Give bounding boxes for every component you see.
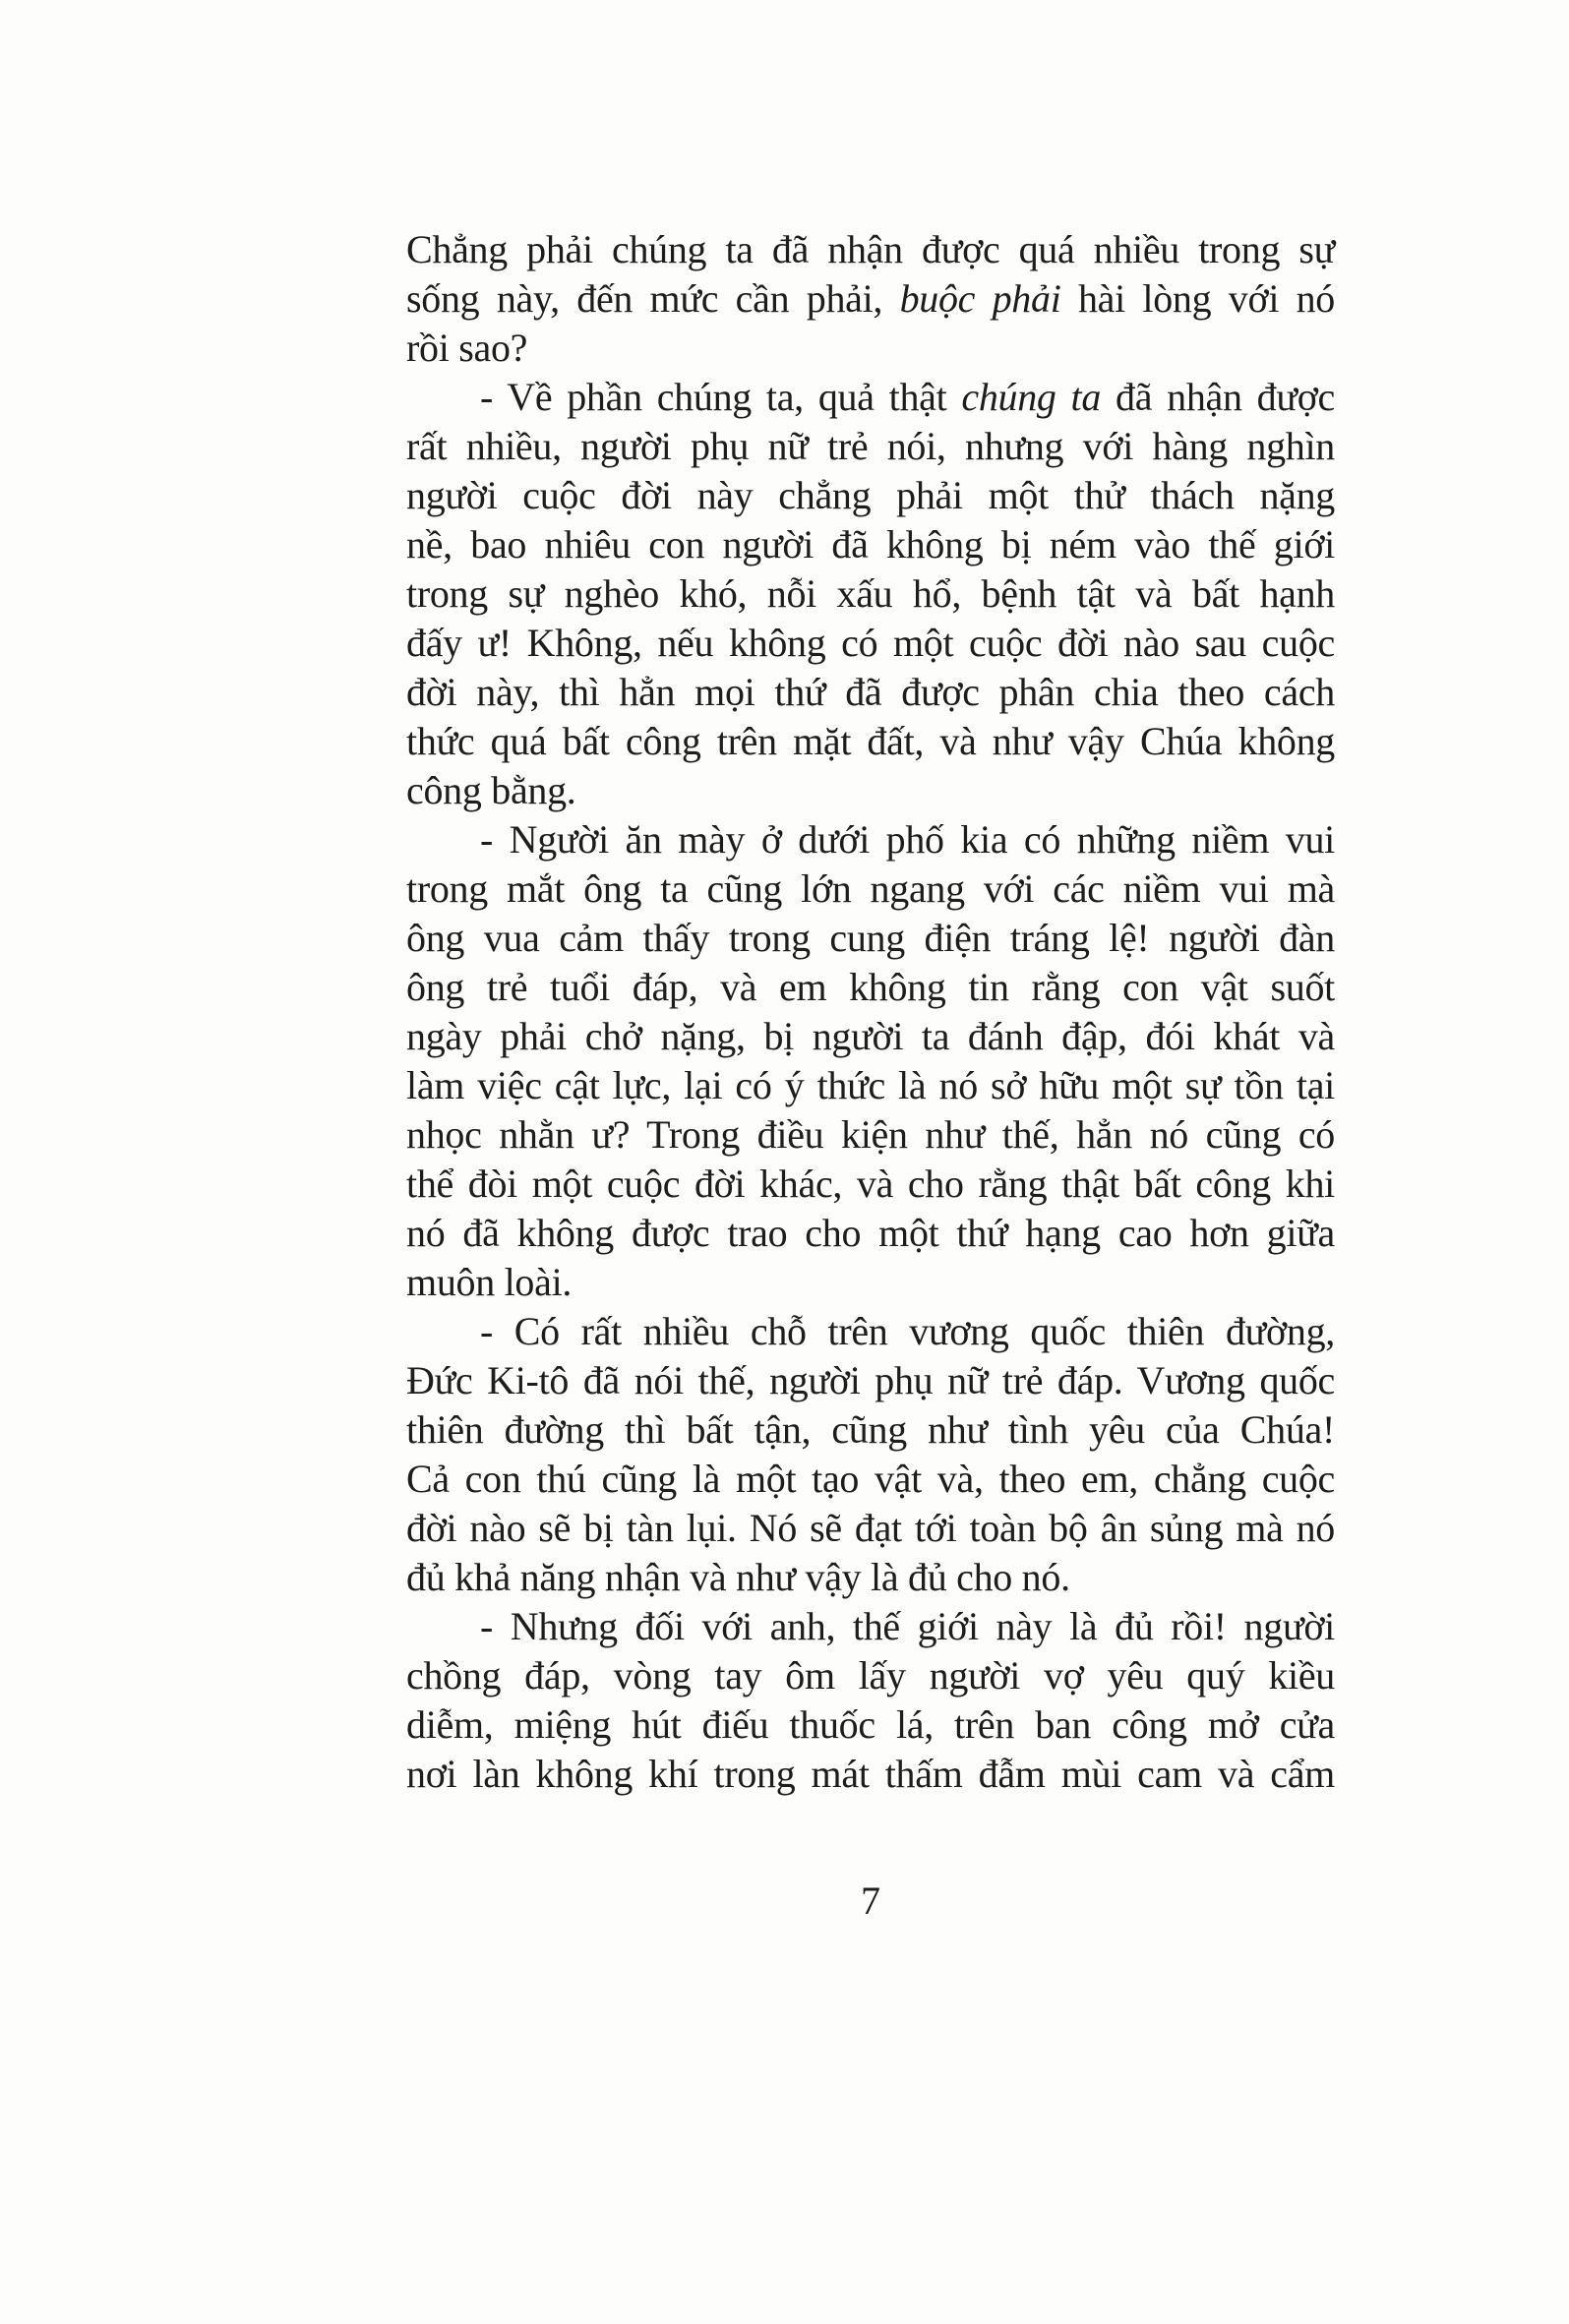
text-segment: Cả con thú cũng là một tạo vật và, theo em, chẳng cuộc [406,1457,1335,1501]
text-line [406,520,1335,569]
text-segment: người cuộc đời này chẳng phải một thử thách nặng [406,473,1335,517]
text-segment: muôn loài. [406,1260,573,1304]
text-segment: trong mắt ông ta cũng lớn ngang với các niềm vui mà [406,866,1335,911]
text-line [406,1602,1335,1651]
text-line [406,274,1335,324]
text-line [406,1750,1335,1799]
text-segment: nơi làn không khí trong mát thấm đẫm mùi cam và cẩm [406,1752,1335,1796]
text-segment: rồi sao? [406,326,528,370]
text-line [406,1307,1335,1356]
text-line [406,569,1335,619]
text-segment: đủ khả năng nhận và như vậy là đủ cho nó. [406,1555,1070,1599]
text-line [406,864,1335,914]
text-line [406,1209,1335,1258]
text-line [406,324,1335,373]
text-line [406,1061,1335,1110]
text-segment: nề, bao nhiêu con người đã không bị ném vào thế giới [406,522,1335,566]
text-line [406,373,1335,422]
text-line [406,471,1335,520]
text-line [406,766,1335,815]
text-segment: đời này, thì hẳn mọi thứ đã được phân chia theo cách [406,670,1335,714]
page-number: 7 [861,1878,880,1923]
page-text [406,225,1335,1799]
text-line [406,422,1335,471]
text-line [406,668,1335,717]
text-segment: đã nhận được [1101,375,1336,419]
text-line [406,1012,1335,1061]
text-segment: - Về phần chúng ta, quả thật [480,375,962,419]
text-line [406,1160,1335,1209]
text-segment: đời nào sẽ bị tàn lụi. Nó sẽ đạt tới toàn bộ ân sủng mà nó [406,1506,1335,1550]
text-segment: thể đòi một cuộc đời khác, và cho rằng thật bất công khi [406,1162,1335,1206]
text-segment: ông vua cảm thấy trong cung điện tráng lệ! người đàn [406,916,1335,960]
text-line [406,963,1335,1012]
text-segment: thức quá bất công trên mặt đất, và như vậy Chúa không [406,719,1335,763]
text-segment: công bằng. [406,768,576,812]
text-line [406,225,1335,274]
text-segment: Đức Ki-tô đã nói thế, người phụ nữ trẻ đáp. Vương quốc [406,1358,1335,1402]
text-segment: ngày phải chở nặng, bị người ta đánh đập, đói khát và [406,1014,1335,1058]
text-line [406,619,1335,668]
text-segment: nó đã không được trao cho một thứ hạng cao hơn giữa [406,1211,1335,1255]
italic-text-segment: chúng ta [961,375,1102,419]
text-segment: rất nhiều, người phụ nữ trẻ nói, nhưng với hàng nghìn [406,424,1335,468]
text-line [406,717,1335,766]
text-line [406,1356,1335,1405]
text-segment: hài lòng với nó [1060,276,1336,321]
text-segment: - Nhưng đối với anh, thế giới này là đủ rồi! người [480,1604,1335,1648]
text-line [406,1504,1335,1553]
text-line [406,1553,1335,1602]
text-line [406,1700,1335,1750]
text-line [406,1258,1335,1307]
text-line [406,815,1335,864]
text-segment: trong sự nghèo khó, nỗi xấu hổ, bệnh tật và bất hạnh [406,571,1335,616]
text-segment: thiên đường thì bất tận, cũng như tình yêu của Chúa! [406,1407,1335,1452]
text-segment: - Có rất nhiều chỗ trên vương quốc thiên đường, [480,1309,1335,1353]
text-segment: làm việc cật lực, lại có ý thức là nó sở hữu một sự tồn tại [406,1063,1335,1107]
italic-text-segment: buộc phải [899,276,1061,321]
text-segment: Chẳng phải chúng ta đã nhận được quá nhiều trong sự [406,227,1335,271]
text-line [406,914,1335,963]
text-segment: chồng đáp, vòng tay ôm lấy người vợ yêu quý kiều [406,1653,1335,1698]
text-line [406,1405,1335,1455]
text-segment: - Người ăn mày ở dưới phố kia có những niềm vui [480,817,1335,862]
text-line [406,1651,1335,1700]
text-segment: sống này, đến mức cần phải, [406,276,900,321]
text-segment: nhọc nhằn ư? Trong điều kiện như thế, hẳn nó cũng có [406,1112,1335,1157]
text-segment: đấy ư! Không, nếu không có một cuộc đời nào sau cuộc [406,621,1335,665]
text-line [406,1110,1335,1160]
text-segment: diễm, miệng hút điếu thuốc lá, trên ban công mở cửa [406,1702,1335,1747]
text-segment: ông trẻ tuổi đáp, và em không tin rằng con vật suốt [406,965,1335,1009]
text-line [406,1455,1335,1504]
